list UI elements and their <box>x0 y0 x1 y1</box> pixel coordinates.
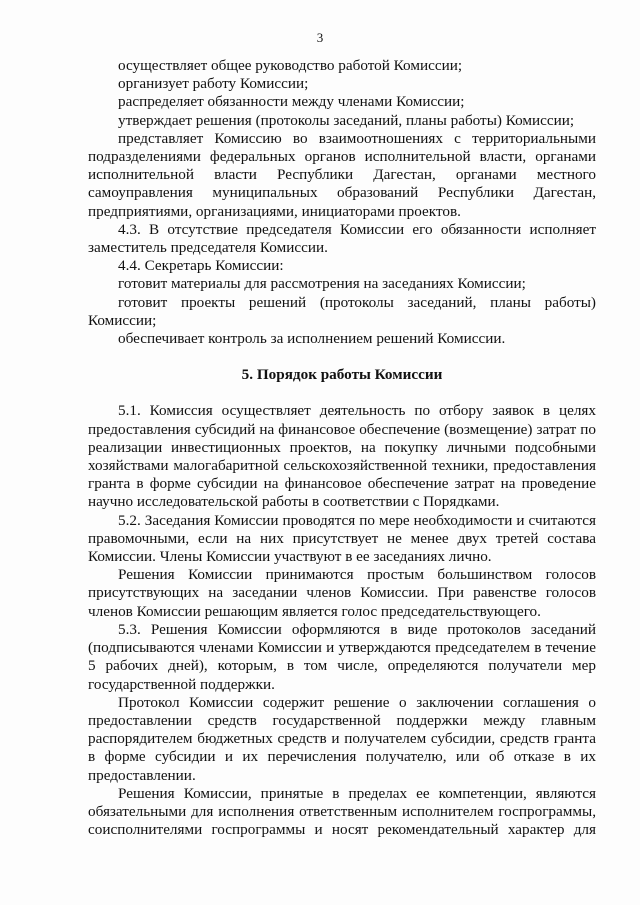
paragraph: Протокол Комиссии содержит решение о заключении соглашения о предоставлении средств государственной поддержки между главным распорядителем бюджетных средств и получателем субсидии, средств гранта в форме субсидии и их перечисления получателю, или об отказе в их предоставлении. <box>88 693 596 784</box>
paragraph: 5.3. Решения Комиссии оформляются в виде протоколов заседаний (подписываются членами Комиссии и утверждаются председателем в течение 5 рабочих дней), которым, в том числе, определяются получатели мер государственной поддержки. <box>88 620 596 693</box>
paragraph: готовит проекты решений (протоколы заседаний, планы работы) Комиссии; <box>88 293 596 329</box>
paragraph: Решения Комиссии, принятые в пределах ее компетенции, являются обязательными для исполнения ответственным исполнителем госпрограммы, соисполнителями госпрограммы и носят рекомендательный характер для <box>88 784 596 839</box>
paragraph: осуществляет общее руководство работой Комиссии; <box>118 57 463 74</box>
paragraph: 4.3. В отсутствие председателя Комиссии его обязанности исполняет заместитель председателя Комиссии. <box>88 220 596 257</box>
paragraph: представляет Комиссию во взаимоотношениях с территориальными подразделениями федеральных органов исполнительной власти, органами исполнительной власти Республики Дагестан, органами местного самоуправления муниципальных образований Республики Дагестан, предприятиями, организациями, инициаторами проектов. <box>88 129 596 220</box>
page-number: 3 <box>316 30 324 45</box>
paragraph: Решения Комиссии принимаются простым большинством голосов присутствующих на заседании членов Комиссии. При равенстве голосов членов Комиссии решающим является голос председательствующего. <box>88 566 596 620</box>
section-heading: 5. Порядок работы Комиссии <box>241 366 443 384</box>
paragraph: 5.2. Заседания Комиссии проводятся по мере необходимости и считаются правомочными, если на них присутствует не менее двух третей состава Комиссии. Члены Комиссии участвуют в ее заседаниях лично. <box>88 511 596 566</box>
paragraph: утверждает решения (протоколы заседаний, планы работы) Комиссии; <box>118 111 575 129</box>
document-body <box>88 57 596 839</box>
paragraph: готовит материалы для рассмотрения на заседаниях Комиссии; <box>118 275 526 293</box>
paragraph: 4.4. Секретарь Комиссии: <box>118 257 284 275</box>
paragraph: распределяет обязанности между членами Комиссии; <box>118 93 465 111</box>
paragraph: 5.1. Комиссия осуществляет деятельность по отбору заявок в целях предоставления субсидий на финансовое обеспечение (возмещение) затрат по реализации инвестиционных проектов, на покупку личными подсобными хозяйствами малогабаритной сельскохозяйственной техники, предоставления гранта в форме субсидии на финансовое обеспечение затрат на проведение научно исследовательской работы в соответствии с Порядками. <box>88 402 596 511</box>
paragraph: обеспечивает контроль за исполнением решений Комиссии. <box>118 330 506 348</box>
paragraph: организует работу Комиссии; <box>118 75 309 93</box>
